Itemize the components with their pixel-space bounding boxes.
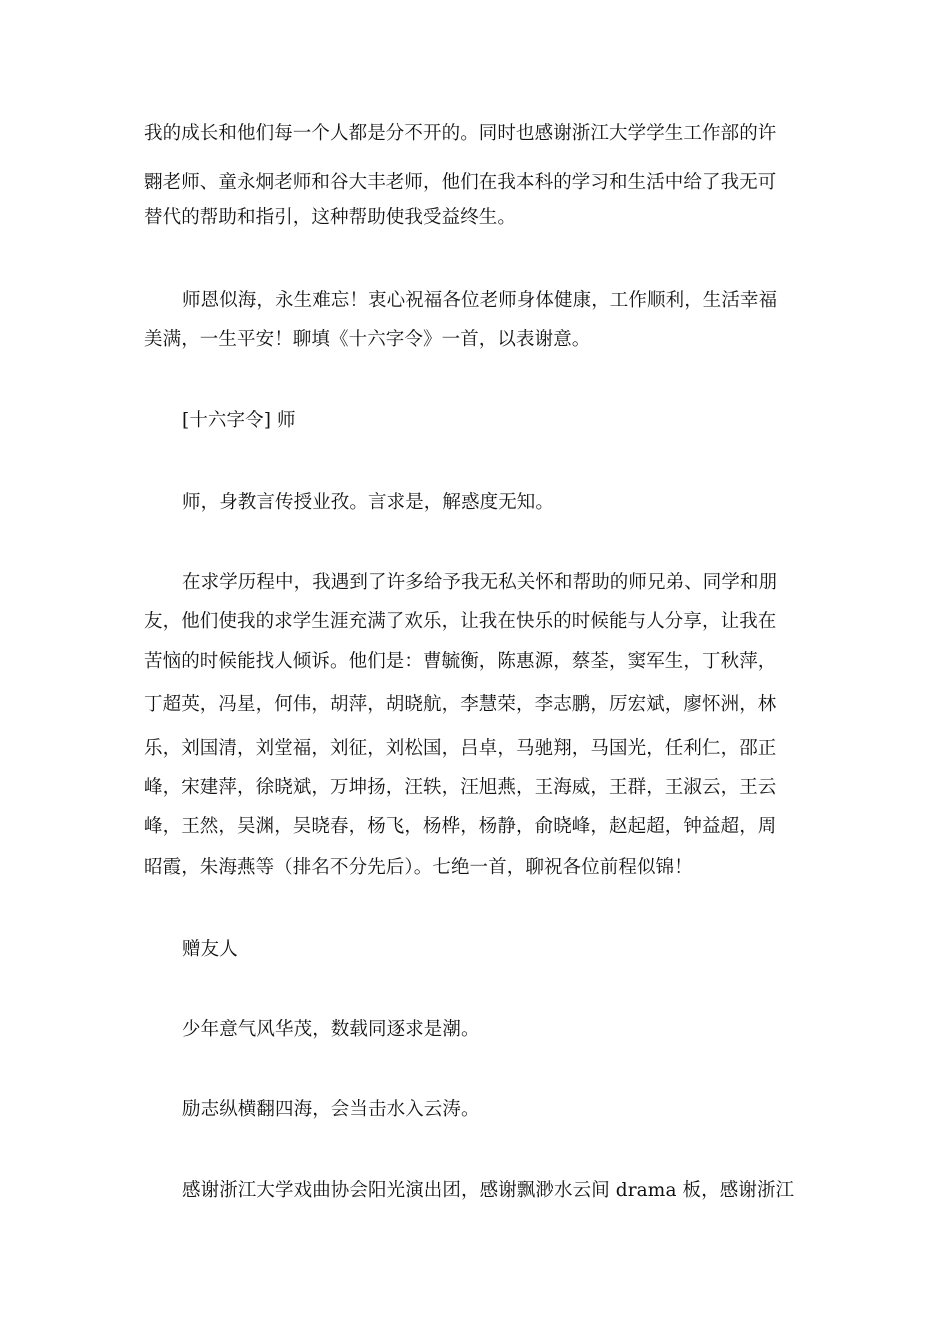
paragraph-3-line-3: 苦恼的时候能找人倾诉。他们是：曹毓衡，陈惠源，蔡荃，窦军生，丁秋萍， xyxy=(144,651,777,672)
paragraph-3-line-4: 丁超英，冯星，何伟，胡萍，胡晓航，李慧荣，李志鹏，厉宏斌，廖怀洲，林 xyxy=(144,694,777,715)
paragraph-1-line-2: 翾老师、童永炯老师和谷大丰老师，他们在我本科的学习和生活中给了我无可 xyxy=(144,172,777,193)
poem-2-line-2: 励志纵横翻四海，会当击水入云涛。 xyxy=(182,1099,480,1120)
paragraph-3-line-6: 峰，宋建萍，徐晓斌，万坤扬，汪轶，汪旭燕，王海威，王群，王淑云，王云 xyxy=(144,777,777,798)
paragraph-1-line-1: 我的成长和他们每一个人都是分不开的。同时也感谢浙江大学学生工作部的许 xyxy=(144,123,777,144)
paragraph-2-line-2: 美满，一生平安！聊填《十六字令》一首，以表谢意。 xyxy=(144,329,591,350)
poem-2-line-1: 少年意气风华茂，数载同逐求是潮。 xyxy=(182,1019,480,1040)
paragraph-3-line-5: 乐，刘国清，刘堂福，刘征，刘松国，吕卓，马驰翔，马国光，任利仁，邵正 xyxy=(144,738,777,759)
paragraph-3-line-1: 在求学历程中，我遇到了许多给予我无私关怀和帮助的师兄弟、同学和朋 xyxy=(182,572,778,593)
paragraph-1-line-3: 替代的帮助和指引，这种帮助使我受益终生。 xyxy=(144,207,517,228)
paragraph-3-line-2: 友，他们使我的求学生涯充满了欢乐，让我在快乐的时候能与人分享，让我在 xyxy=(144,611,777,632)
poem-1-title: [十六字令] 师 xyxy=(182,410,296,431)
poem-1-body: 师，身教言传授业孜。言求是，解惑度无知。 xyxy=(182,492,555,513)
poem-2-title: 赠友人 xyxy=(182,939,238,960)
paragraph-3-line-8: 昭霞，朱海燕等（排名不分先后）。七绝一首，聊祝各位前程似锦！ xyxy=(144,857,693,878)
paragraph-3-line-7: 峰，王然，吴渊，吴晓春，杨飞，杨桦，杨静，俞晓峰，赵起超，钟益超，周 xyxy=(144,816,777,837)
paragraph-2-line-1: 师恩似海，永生难忘！衷心祝福各位老师身体健康，工作顺利，生活幸福 xyxy=(182,290,778,311)
paragraph-4-line-1: 感谢浙江大学戏曲协会阳光演出团，感谢飘渺水云间 drama 板，感谢浙江 xyxy=(182,1180,795,1201)
